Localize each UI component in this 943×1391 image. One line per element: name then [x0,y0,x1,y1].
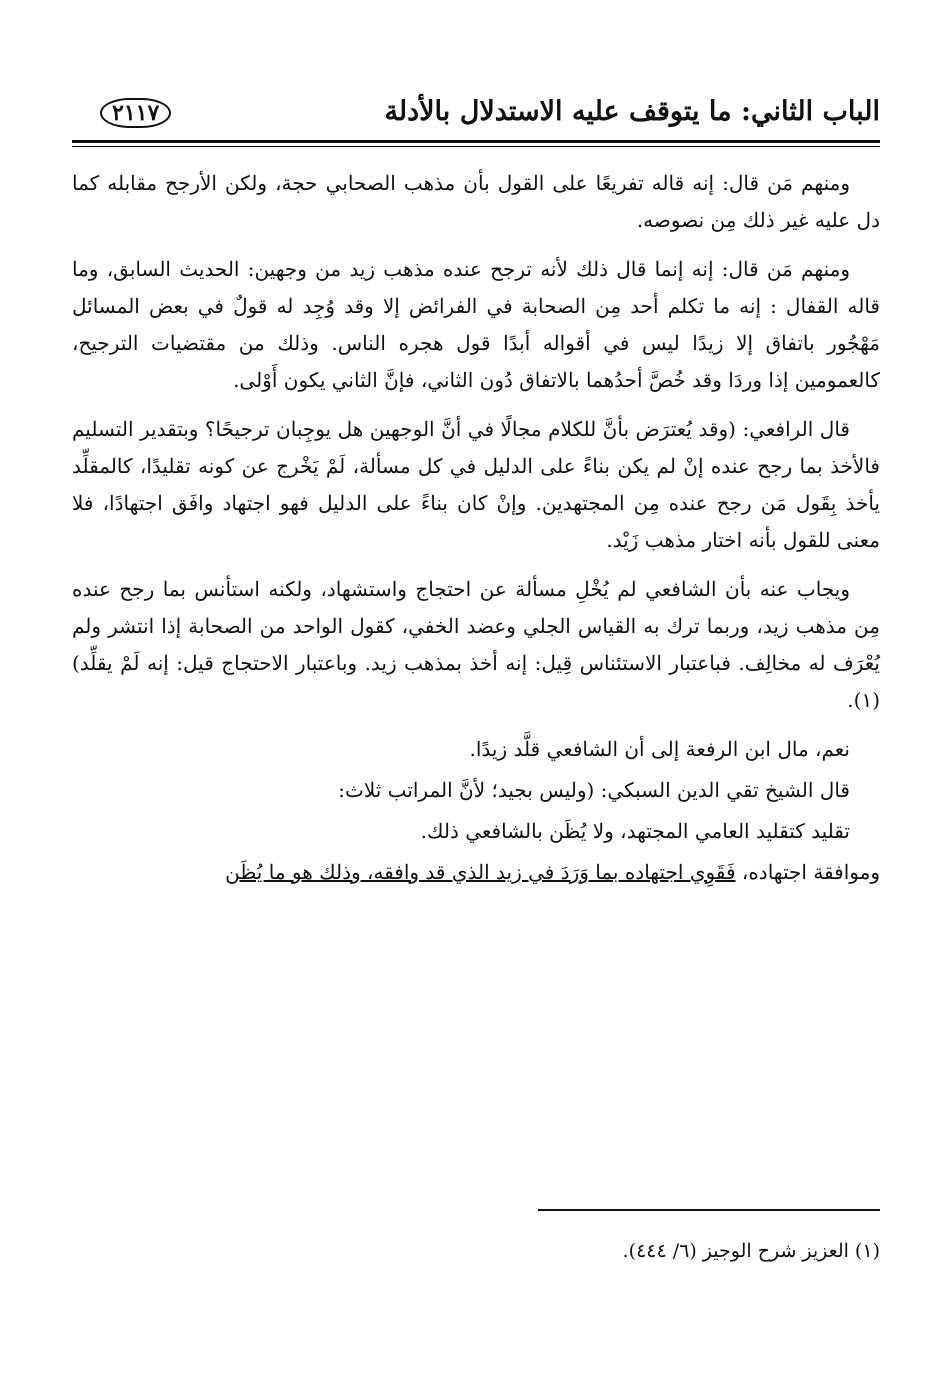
paragraph: ومنهم مَن قال: إنه قاله تفريعًا على القول بأن مذهب الصحابي حجة، ولكن الأرجح مقابله كما دل عليه غير ذلك مِن نصوصه. [72,171,880,232]
paragraph: تقليد كتقليد العامي المجتهد، ولا يُظَن بالشافعي ذلك. [420,819,850,843]
paragraph: نعم، مال ابن الرفعة إلى أن الشافعي قلَّد زيدًا. [469,737,850,761]
footnote-rule [538,1209,880,1211]
paragraph-last [72,854,880,891]
paragraph: قال الشيخ تقي الدين السبكي: (وليس بجيد؛ لأنَّ المراتب ثلاث: [338,778,850,802]
last-line-plain: وموافقة اجتهاده، [735,860,880,884]
last-line-underlined: فَقَوِي اجتهاده بما وَرَدَ في زيد الذي قد وافقه، وذلك هو ما يُظَن [225,860,736,884]
footnote: (١) العزيز شرح الوجيز (٦/ ٤٤٤). [622,1240,880,1262]
header-rule-thin [72,146,880,147]
chapter-title: الباب الثاني: ما يتوقف عليه الاستدلال بالأدلة [384,96,880,127]
page-body [72,165,880,903]
paragraph: ومنهم مَن قال: إنه إنما قال ذلك لأنه ترجح عنده مذهب زيد من وجهين: الحديث السابق، وما قاله القفال : إنه ما تكلم أحد مِن الصحابة في الفرائض إلا وقد وُجِد له قولٌ في بعض المسائل مَهْجُور باتفاق إلا زيدًا ليس في أقواله أبدًا قول هجره الناس. وذلك من مقتضيات الترجيح، كالعمومين إذا وردَا وقد خُصَّ أحدُهما بالاتفاق دُون الثاني، فإنَّ الثاني يكون أَوْلى. [72,257,880,392]
header-rule-thick [72,140,880,143]
page-number: ٢١١٧ [100,98,171,128]
page-header [72,96,880,136]
paragraph: ويجاب عنه بأن الشافعي لم يُخْلِ مسألة عن احتجاج واستشهاد، ولكنه استأنس بما رجح عنده مِن مذهب زيد، وربما ترك به القياس الجلي وعضد الخفي، كقول الواحد من الصحابة إذا انتشر ولم يُعْرَف له مخالِف. فباعتبار الاستئناس قِيل: إنه أخذ بمذهب زيد. وباعتبار الاحتجاج قيل: إنه لَمْ يقلِّد)(١). [72,577,880,712]
paragraph: قال الرافعي: (وقد يُعترَض بأنَّ للكلام مجالًا في أنَّ الوجهين هل يوجِبان ترجيحًا؟ وبتقدير التسليم فالأخذ بما رجح عنده إنْ لم يكن بناءً على الدليل في كل مسألة، لَمْ يَخْرج عن كونه تقليدًا، كالمقلِّد يأخذ بِقَول مَن رجح عنده مِن المجتهدين. وإنْ كان بناءً على الدليل فهو اجتهاد وافَق اجتهادًا، فلا معنى للقول بأنه اختار مذهب زَيْد. [72,417,880,552]
